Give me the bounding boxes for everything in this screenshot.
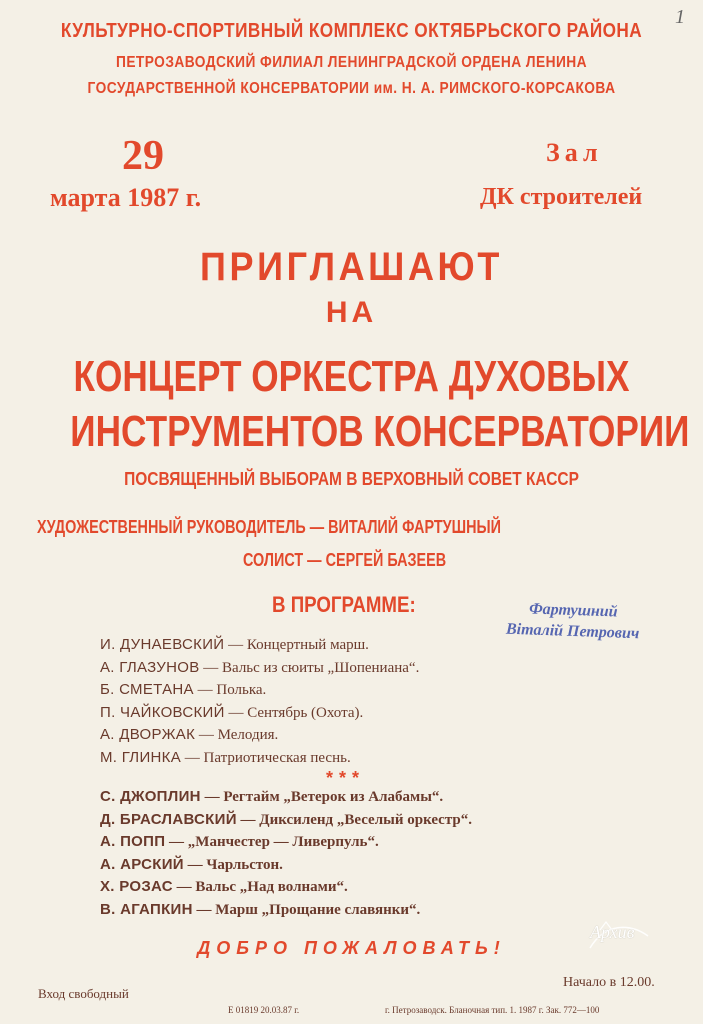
composer: В. АГАПКИН: [100, 900, 193, 918]
work: — Полька.: [193, 682, 267, 699]
soloist-dash: —: [303, 550, 326, 570]
stamp-line-1: Фартушний: [528, 600, 618, 621]
composer: А. ДВОРЖАК: [100, 726, 196, 744]
artistic-director: [37, 517, 501, 538]
composer: А. АРСКИЙ: [100, 855, 184, 873]
page-number: 1: [675, 6, 685, 28]
work: — Марш „Прощание славянки“.: [192, 901, 421, 918]
invite-to: НА: [325, 296, 378, 329]
composer: С. ДЖОПЛИН: [100, 788, 201, 805]
concert-title-line-1: КОНЦЕРТ ОРКЕСТРА ДУХОВЫХ: [73, 352, 630, 401]
work: — Диксиленд „Веселый оркестр“.: [236, 811, 472, 828]
stamp-line-2: Віталій Петрович: [505, 620, 640, 643]
program-item: [100, 747, 419, 770]
soloist-name: СЕРГЕЙ БАЗЕЕВ: [325, 550, 447, 570]
work: — Вальс „Над волнами“.: [172, 879, 348, 896]
program-list-part-2: [100, 786, 472, 922]
artistic-director-role: ХУДОЖЕСТВЕННЫЙ РУКОВОДИТЕЛЬ: [37, 517, 306, 537]
program-item: [100, 724, 419, 747]
print-code: Е 01819 20.03.87 г.: [228, 1005, 300, 1015]
program-heading: В ПРОГРАММЕ:: [272, 592, 416, 617]
program-item: [100, 831, 472, 854]
work: — Патриотическая песнь.: [181, 749, 351, 766]
signature-stamp: [497, 597, 648, 644]
work: — Чарльстон.: [183, 856, 283, 873]
artistic-director-dash: —: [305, 517, 329, 537]
work: — Сентябрь (Охота).: [224, 704, 364, 721]
start-time: Начало в 12.00.: [563, 975, 655, 990]
work: — Регтайм „Ветерок из Алабамы“.: [200, 789, 444, 805]
program-item: [100, 679, 419, 702]
printer-info: г. Петрозаводск. Бланочная тип. 1. 1987 г. Зак. 772—100: [385, 1005, 600, 1015]
composer: Б. СМЕТАНА: [100, 681, 194, 699]
program-item: [100, 786, 472, 809]
composer: Д. БРАСЛАВСКИЙ: [100, 810, 237, 828]
header-line-3: ГОСУДАРСТВЕННОЙ КОНСЕРВАТОРИИ им. Н. А. РИМСКОГО-КОРСАКОВА: [87, 80, 616, 97]
work: — Вальс из сюиты „Шопениана“.: [199, 659, 420, 676]
concert-title-line-2: ИНСТРУМЕНТОВ КОНСЕРВАТОРИИ: [70, 407, 690, 456]
artistic-director-name: ВИТАЛИЙ ФАРТУШНЫЙ: [328, 517, 501, 537]
composer: И. ДУНАЕВСКИЙ: [100, 636, 225, 653]
composer: Х. РОЗАС: [100, 878, 173, 896]
composer: А. ГЛАЗУНОВ: [100, 658, 200, 676]
program-list-part-1: [100, 634, 419, 770]
invite-heading: ПРИГЛАШАЮТ: [200, 245, 503, 289]
soloist: [243, 550, 446, 571]
archive-watermark: Архив: [590, 922, 635, 942]
soloist-role: СОЛИСТ: [243, 550, 304, 570]
date-month-year: марта 1987 г.: [50, 183, 202, 212]
program-item: [100, 809, 472, 832]
header-line-2: ПЕТРОЗАВОДСКИЙ ФИЛИАЛ ЛЕНИНГРАДСКОЙ ОРДЕНА ЛЕНИНА: [115, 54, 588, 71]
composer: П. ЧАЙКОВСКИЙ: [100, 703, 225, 721]
composer: М. ГЛИНКА: [100, 748, 182, 766]
work: — Мелодия.: [195, 727, 279, 744]
program-separator: ***: [326, 768, 366, 788]
entry-note: Вход свободный: [38, 986, 129, 1001]
dedication: ПОСВЯЩЕННЫЙ ВЫБОРАМ В ВЕРХОВНЫЙ СОВЕТ КАССР: [124, 469, 579, 489]
header-line-1: КУЛЬТУРНО-СПОРТИВНЫЙ КОМПЛЕКС ОКТЯБРЬСКОГО РАЙОНА: [60, 20, 643, 42]
venue-hall: Зал: [546, 138, 603, 167]
venue-name: ДК строителей: [480, 184, 643, 210]
program-item: [100, 702, 419, 725]
program-item: [100, 854, 472, 877]
date-day: 29: [122, 133, 164, 179]
welcome-text: ДОБРО ПОЖАЛОВАТЬ!: [197, 938, 506, 958]
program-item: [100, 657, 419, 680]
work: — Концертный марш.: [224, 637, 369, 653]
work: — „Манчестер — Ливерпуль“.: [165, 834, 379, 851]
composer: А. ПОПП: [100, 833, 166, 851]
program-item: [100, 876, 472, 899]
program-item: [100, 634, 419, 657]
program-item: [100, 899, 472, 922]
